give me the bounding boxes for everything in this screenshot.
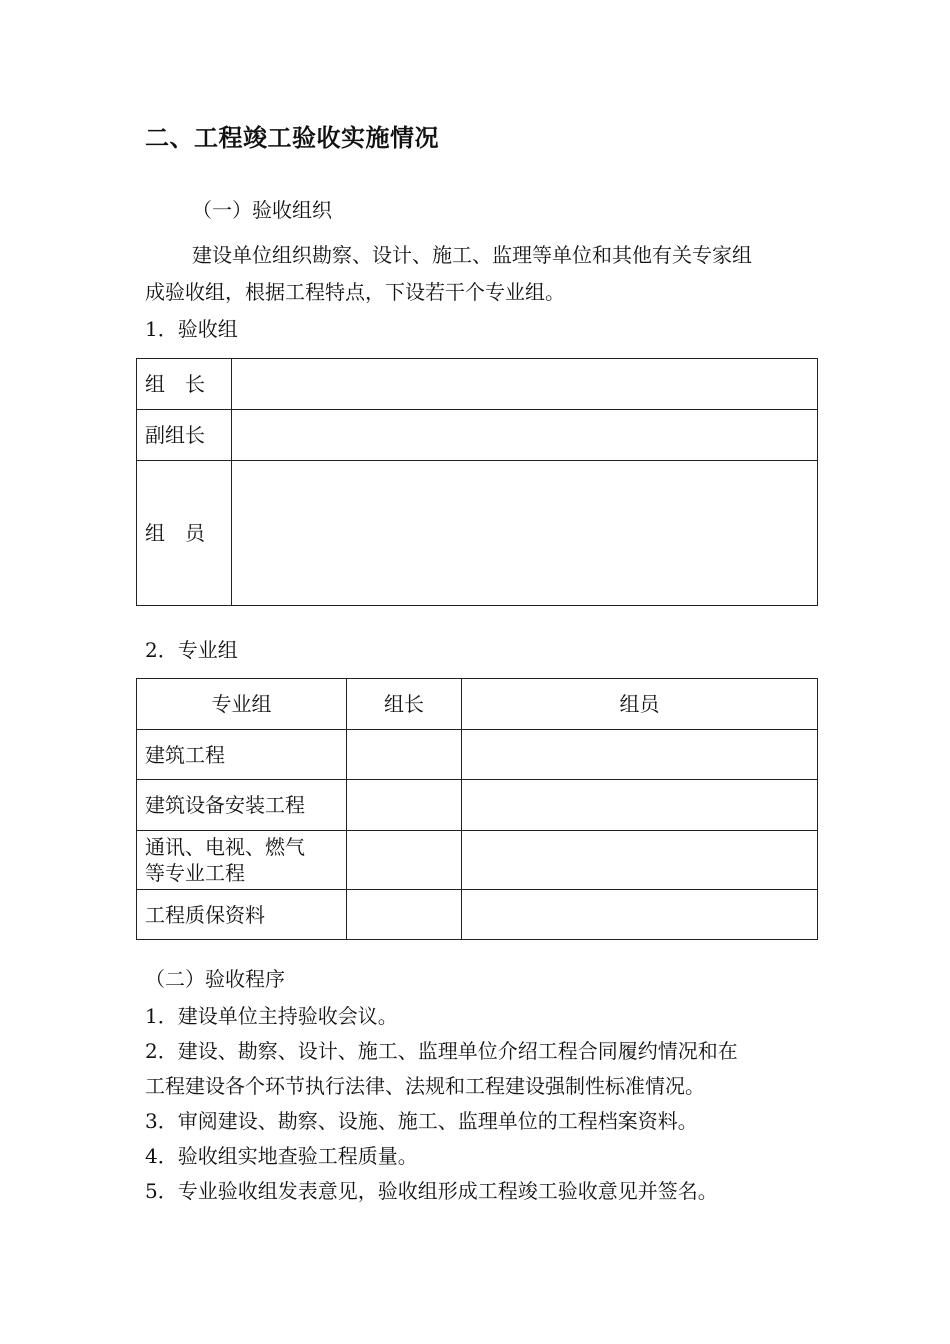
paragraph-line-2: 成验收组，根据工程特点，下设若干个专业组。 xyxy=(145,280,565,304)
value-cell xyxy=(232,410,818,461)
header-cell: 组长 xyxy=(347,679,462,730)
section-heading-procedure: （二）验收程序 xyxy=(145,967,285,991)
subheading-specialty-group: 2．专业组 xyxy=(145,638,238,662)
specialty-name-line: 通讯、电视、燃气 xyxy=(145,835,305,859)
table-row xyxy=(137,890,818,940)
section-heading-organization: （一）验收组织 xyxy=(192,198,332,222)
table-row xyxy=(137,831,818,890)
header-cell: 专业组 xyxy=(137,679,347,730)
acceptance-group-table xyxy=(136,358,818,606)
members-cell xyxy=(462,831,818,890)
procedure-item: 3．审阅建设、勘察、设施、施工、监理单位的工程档案资料。 xyxy=(145,1109,698,1133)
procedure-item: 1．建设单位主持验收会议。 xyxy=(145,1004,398,1028)
members-cell xyxy=(462,730,818,780)
procedure-item-continuation: 工程建设各个环节执行法律、法规和工程建设强制性标准情况。 xyxy=(145,1074,705,1098)
table-header-row xyxy=(137,679,818,730)
table-row xyxy=(137,461,818,606)
page-title: 二、工程竣工验收实施情况 xyxy=(145,124,439,152)
leader-cell xyxy=(347,890,462,940)
members-cell xyxy=(462,780,818,831)
specialty-name-cell: 建筑设备安装工程 xyxy=(137,780,347,831)
procedure-item: 2．建设、勘察、设计、施工、监理单位介绍工程合同履约情况和在 xyxy=(145,1039,738,1063)
procedure-item: 5．专业验收组发表意见，验收组形成工程竣工验收意见并签名。 xyxy=(145,1179,718,1203)
specialty-group-table xyxy=(136,678,818,940)
specialty-name-cell: 工程质保资料 xyxy=(137,890,347,940)
table-row xyxy=(137,359,818,410)
subheading-acceptance-group: 1．验收组 xyxy=(145,317,238,341)
paragraph-line-1: 建设单位组织勘察、设计、施工、监理等单位和其他有关专家组 xyxy=(192,243,752,267)
specialty-name-line: 等专业工程 xyxy=(145,861,245,885)
table-row xyxy=(137,780,818,831)
table-row xyxy=(137,410,818,461)
value-cell xyxy=(232,461,818,606)
leader-cell xyxy=(347,730,462,780)
leader-cell xyxy=(347,780,462,831)
procedure-item: 4．验收组实地查验工程质量。 xyxy=(145,1144,418,1168)
members-cell xyxy=(462,890,818,940)
specialty-name-cell xyxy=(137,831,347,890)
leader-cell xyxy=(347,831,462,890)
table-row xyxy=(137,730,818,780)
label-cell: 副组长 xyxy=(137,410,232,461)
label-cell: 组 员 xyxy=(137,461,232,606)
value-cell xyxy=(232,359,818,410)
label-cell: 组 长 xyxy=(137,359,232,410)
header-cell: 组员 xyxy=(462,679,818,730)
specialty-name-cell: 建筑工程 xyxy=(137,730,347,780)
